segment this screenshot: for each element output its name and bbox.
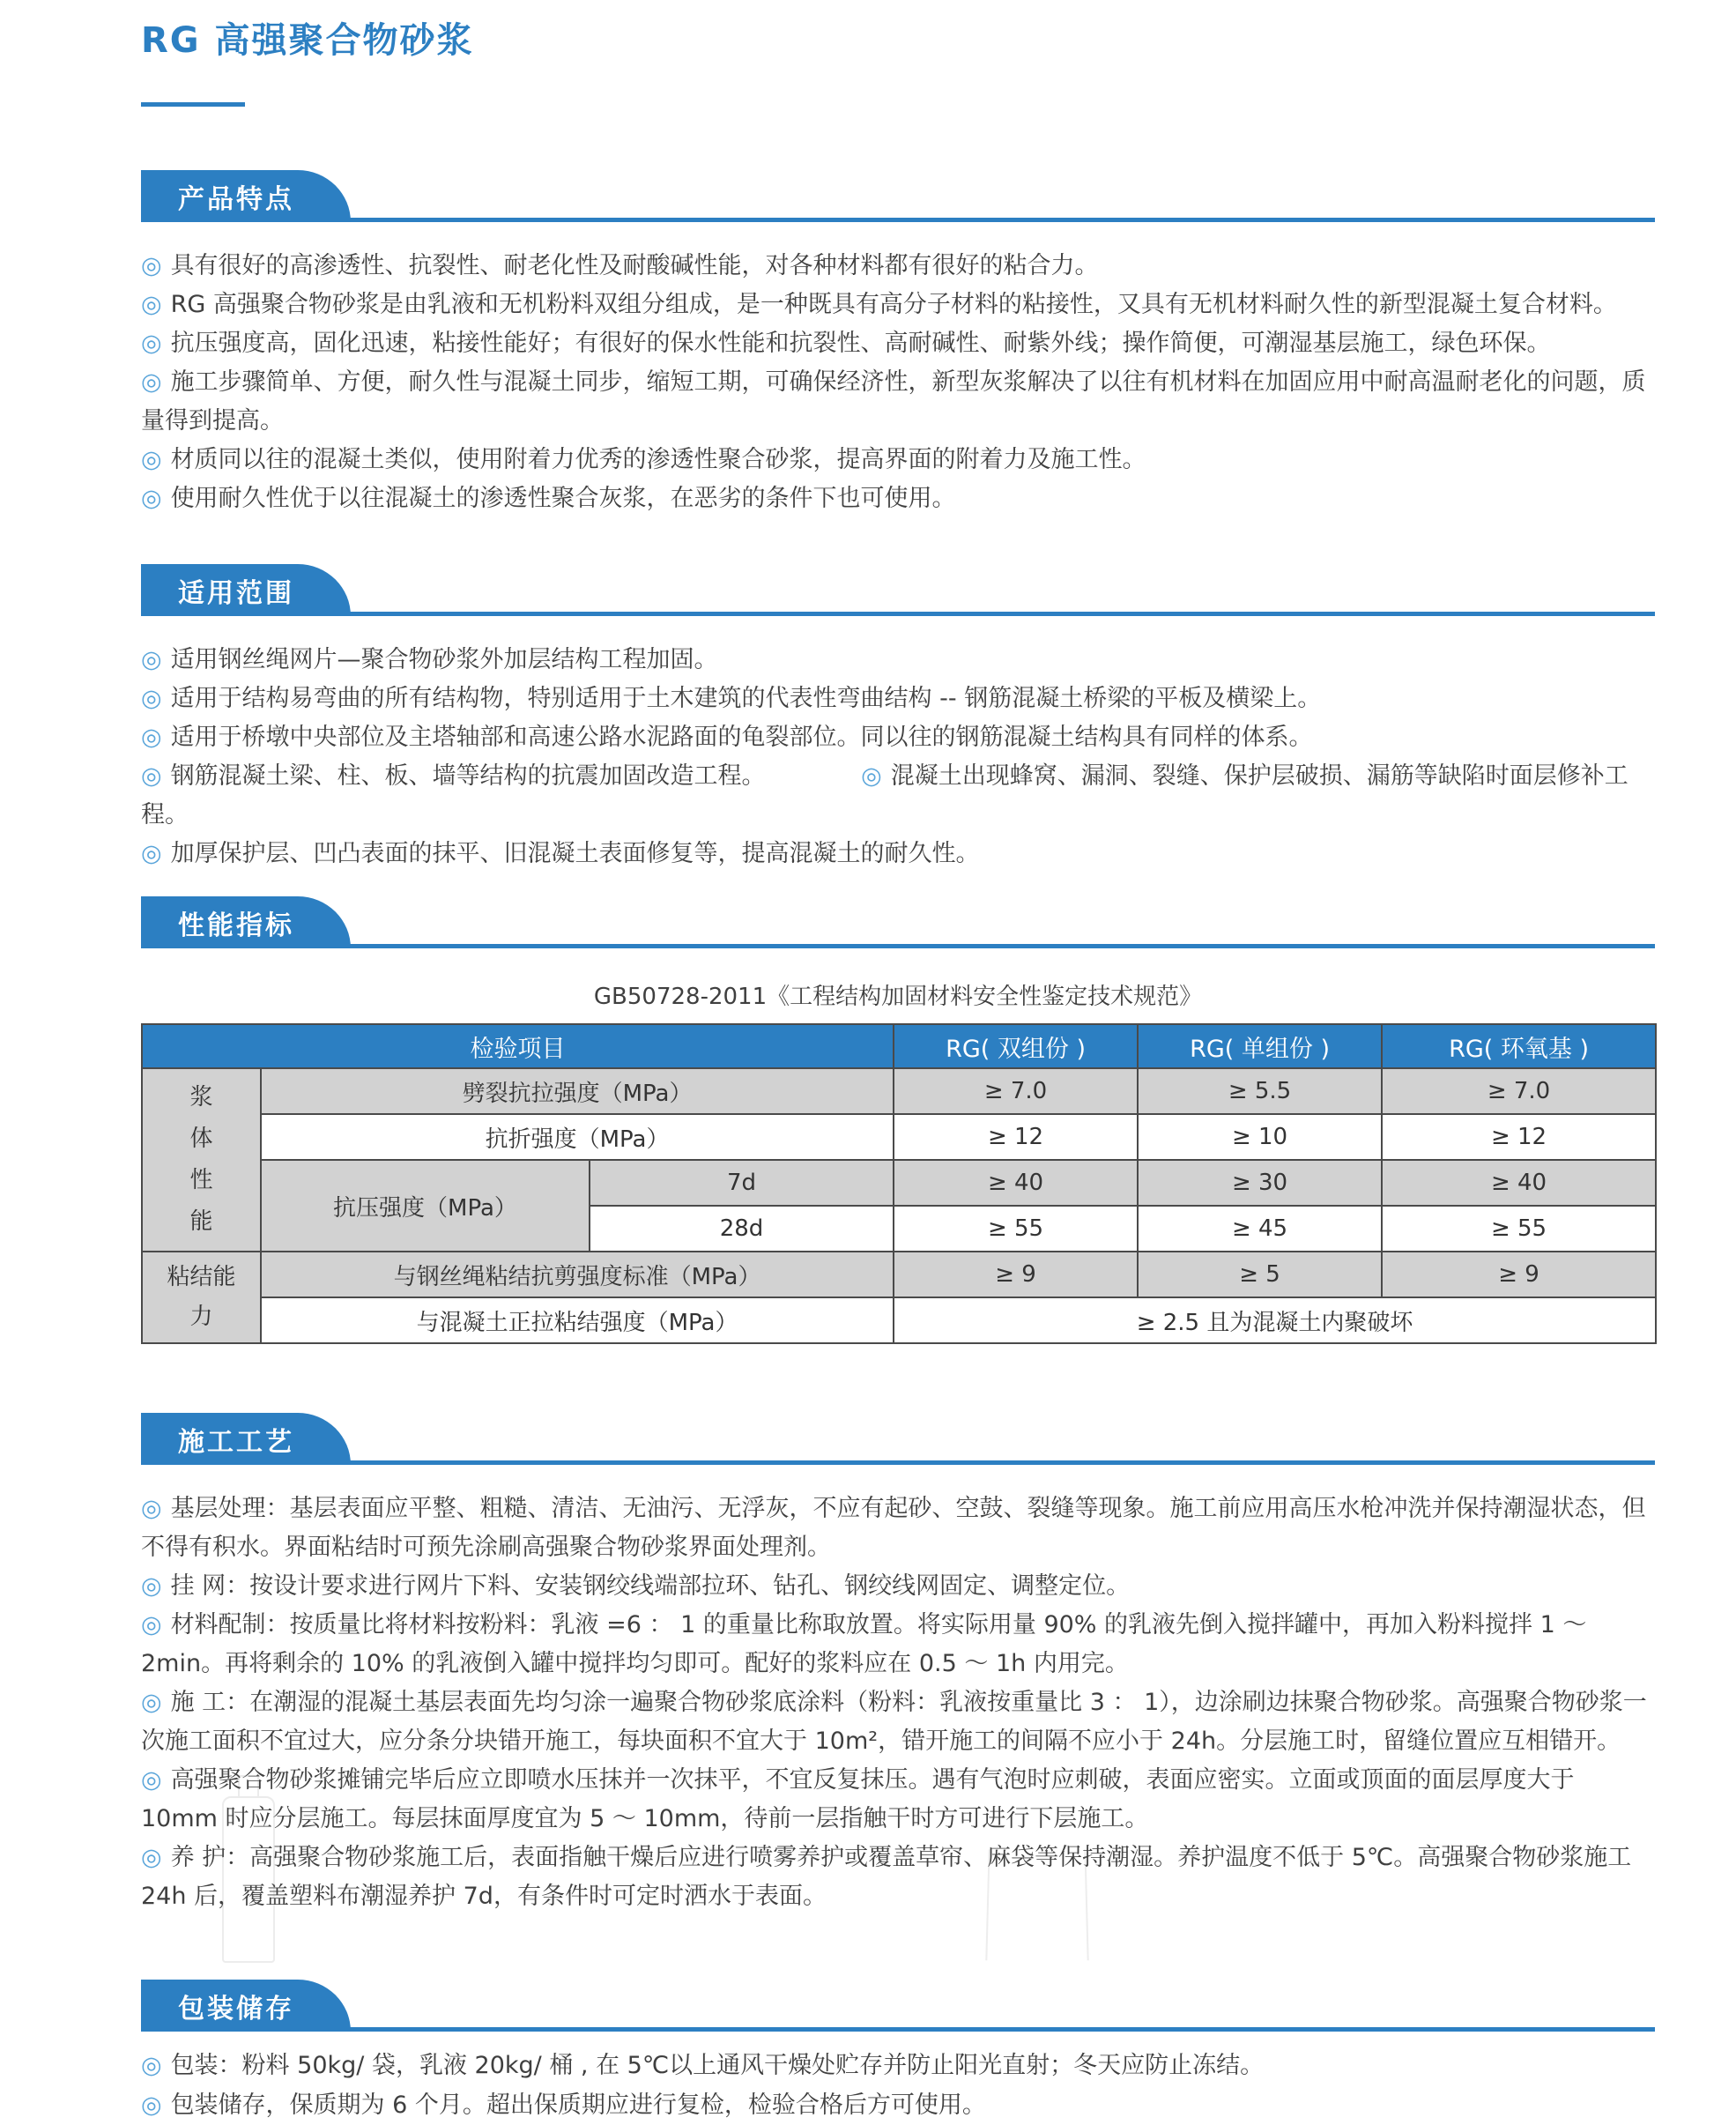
bullet-item: [141, 835, 1655, 873]
bullet-text: 挂 网：按设计要求进行网片下料、安装钢绞线端部拉环、钻孔、钢绞线网固定、调整定位。: [170, 1572, 1131, 1600]
value-cell: ≥ 7.0: [1382, 1068, 1656, 1114]
value-cell: ≥ 12: [894, 1114, 1138, 1160]
bullet-text: 适用于桥墩中央部位及主塔轴部和高速公路水泥路面的龟裂部位。同以往的钢筋混凝土结构具有同样的体系。: [170, 724, 1313, 751]
bullet-item: [141, 1839, 1655, 1916]
section-title-features: 产品特点: [178, 183, 294, 215]
table-row: [142, 1252, 1656, 1297]
bullet-item: [141, 286, 1655, 324]
bullet-text: 养 护：高强聚合物砂浆施工后，表面指触干燥后应进行喷雾养护或覆盖草帘、麻袋等保持潮湿。养护温度不低于 5℃。高强聚合物砂浆施工 24h 后，覆盖塑料布潮湿养护 7d，有条件时可定时洒水于表面。: [141, 1844, 1632, 1910]
value-cell: ≥ 30: [1138, 1160, 1382, 1206]
section-scope: [141, 564, 1655, 873]
section-rule-scope: [141, 564, 1655, 616]
bullet-item: [141, 2085, 1655, 2125]
bullet-item: [141, 680, 1655, 718]
bullet-text: 适用钢丝绳网片—聚合物砂浆外加层结构工程加固。: [170, 646, 718, 673]
value-cell: ≥ 10: [1138, 1114, 1382, 1160]
bullet-icon: ◎: [141, 685, 162, 712]
section-rule-storage: [141, 1980, 1655, 2032]
features-bullet-list: [141, 247, 1655, 518]
section-badge-scope: [141, 564, 351, 616]
bullet-item: [141, 324, 1655, 363]
process-bullet-list: [141, 1490, 1655, 1916]
bullet-icon: ◎: [141, 762, 162, 790]
section-badge-storage: [141, 1980, 351, 2032]
table-row: [142, 1068, 1656, 1114]
section-badge-performance: [141, 896, 351, 948]
table-row: [142, 1114, 1656, 1160]
row-label: 与混凝土正拉粘结强度（MPa）: [261, 1297, 894, 1343]
bullet-item: [141, 479, 1655, 518]
age-cell: 28d: [590, 1206, 894, 1252]
bullet-text: 基层处理：基层表面应平整、粗糙、清洁、无油污、无浮灰，不应有起砂、空鼓、裂缝等现象。施工前应用高压水枪冲洗并保持潮湿状态，但不得有积水。界面粘结时可预先涂刷高强聚合物砂浆界面处理剂。: [141, 1495, 1646, 1561]
bullet-pair-left: [141, 762, 766, 790]
section-badge-process: [141, 1413, 351, 1465]
bullet-icon: ◎: [141, 1844, 162, 1871]
bullet-item: [141, 1761, 1655, 1839]
page-title: RG 高强聚合物砂浆: [141, 20, 474, 61]
bullet-text: 适用于结构易弯曲的所有结构物，特别适用于土木建筑的代表性弯曲结构 -- 钢筋混凝土桥梁的平板及横梁上。: [170, 685, 1322, 712]
bullet-text: 抗压强度高，固化迅速，粘接性能好；有很好的保水性能和抗裂性、高耐碱性、耐紫外线；操作简便，可潮湿基层施工，绿色环保。: [170, 330, 1551, 357]
table-row: [142, 1160, 1656, 1206]
value-cell: ≥ 12: [1382, 1114, 1656, 1160]
section-storage: [141, 1980, 1655, 2125]
row-label: 抗折强度（MPa）: [261, 1114, 894, 1160]
bullet-icon: ◎: [141, 1611, 162, 1638]
row-label: 与钢丝绳粘结抗剪强度标准（MPa）: [261, 1252, 894, 1297]
section-title-performance: 性能指标: [178, 910, 294, 941]
value-cell: ≥ 55: [894, 1206, 1138, 1252]
bullet-icon: ◎: [141, 1766, 162, 1794]
col-header-rg-one-part: RG( 单组份 ): [1138, 1024, 1382, 1068]
bullet-text: 包装储存，保质期为 6 个月。超出保质期应进行复检，检验合格后方可使用。: [170, 2092, 986, 2119]
row-label: 劈裂抗拉强度（MPa）: [261, 1068, 894, 1114]
bullet-icon: ◎: [861, 762, 882, 790]
bullet-icon: ◎: [141, 485, 162, 512]
bullet-icon: ◎: [141, 1495, 162, 1522]
bullet-icon: ◎: [141, 840, 162, 867]
bullet-text: 材料配制：按质量比将材料按粉料：乳液 =6 ： 1 的重量比称取放置。将实际用量 90% 的乳液先倒入搅拌罐中，再加入粉料搅拌 1 ～ 2min。再将剩余的 10% 的乳液倒入罐中搅拌均匀即可。配好的浆料应在 0.5 ～ 1h 内用完。: [141, 1611, 1587, 1677]
bullet-text: 使用耐久性优于以往混凝土的渗透性聚合灰浆，在恶劣的条件下也可使用。: [170, 485, 956, 512]
table-header-row: [142, 1024, 1656, 1068]
table-caption: GB50728-2011《工程结构加固材料安全性鉴定技术规范》: [593, 984, 1203, 1010]
bullet-icon: ◎: [141, 252, 162, 279]
bullet-text: 高强聚合物砂浆摊铺完毕后应立即喷水压抹并一次抹平，不宜反复抹压。遇有气泡时应刺破，表面应密实。立面或顶面的面层厚度大于 10mm 时应分层施工。每层抹面厚度宜为 5 ～ 10mm，待前一层指触干时方可进行下层施工。: [141, 1766, 1575, 1832]
table-row: [142, 1297, 1656, 1343]
bullet-text: 加厚保护层、凹凸表面的抹平、旧混凝土表面修复等，提高混凝土的耐久性。: [170, 840, 980, 867]
row-label-compressive: 抗压强度（MPa）: [261, 1160, 590, 1252]
value-cell: ≥ 7.0: [894, 1068, 1138, 1114]
value-cell: ≥ 9: [894, 1252, 1138, 1297]
section-rule-performance: [141, 896, 1655, 948]
title-underline: [141, 102, 245, 107]
col-header-test-item: 检验项目: [142, 1024, 894, 1068]
bullet-text: 具有很好的高渗透性、抗裂性、耐老化性及耐酸碱性能，对各种材料都有很好的粘合力。: [170, 252, 1099, 279]
bullet-icon: ◎: [141, 1689, 162, 1716]
bullet-item: [141, 1606, 1655, 1683]
bullet-icon: ◎: [141, 1572, 162, 1600]
value-cell: ≥ 5: [1138, 1252, 1382, 1297]
bullet-item: [141, 641, 1655, 680]
col-header-rg-two-part: RG( 双组份 ): [894, 1024, 1138, 1068]
value-cell: ≥ 55: [1382, 1206, 1656, 1252]
bullet-icon: ◎: [141, 646, 162, 673]
section-title-scope: 适用范围: [178, 577, 294, 609]
section-rule-features: [141, 170, 1655, 222]
value-cell: ≥ 40: [894, 1160, 1138, 1206]
value-cell: ≥ 5.5: [1138, 1068, 1382, 1114]
bullet-icon: ◎: [141, 2092, 162, 2119]
section-title-storage: 包装储存: [178, 1993, 294, 2025]
scope-bullet-list: [141, 641, 1655, 873]
section-title-process: 施工工艺: [178, 1426, 294, 1458]
bullet-icon: ◎: [141, 330, 162, 357]
bullet-item: [141, 441, 1655, 479]
section-badge-features: [141, 170, 351, 222]
storage-bullet-list: [141, 2046, 1655, 2125]
bullet-item: [141, 1490, 1655, 1567]
col-header-rg-epoxy: RG( 环氧基 ): [1382, 1024, 1656, 1068]
value-cell: ≥ 40: [1382, 1160, 1656, 1206]
bullet-text: 包装：粉料 50kg/ 袋，乳液 20kg/ 桶 , 在 5℃以上通风干燥处贮存并防止阳光直射；冬天应防止冻结。: [170, 2052, 1265, 2079]
performance-table: [141, 1023, 1657, 1344]
bullet-item-dual: [141, 757, 1655, 835]
bullet-item: [141, 363, 1655, 441]
bullet-icon: ◎: [141, 724, 162, 751]
section-performance: [141, 896, 1655, 1344]
bullet-icon: ◎: [141, 446, 162, 473]
section-rule-process: [141, 1413, 1655, 1465]
bullet-item: [141, 718, 1655, 757]
bullet-text: 施工步骤简单、方便，耐久性与混凝土同步，缩短工期，可确保经济性，新型灰浆解决了以往有机材料在加固应用中耐高温耐老化的问题，质量得到提高。: [141, 368, 1646, 435]
value-cell: ≥ 9: [1382, 1252, 1656, 1297]
merged-value-cell: ≥ 2.5 且为混凝土内聚破坏: [894, 1297, 1656, 1343]
section-features: [141, 170, 1655, 518]
bullet-text: 材质同以往的混凝土类似，使用附着力优秀的渗透性聚合砂浆，提高界面的附着力及施工性。: [170, 446, 1146, 473]
bullet-item: [141, 1683, 1655, 1761]
bullet-text: RG 高强聚合物砂浆是由乳液和无机粉料双组分组成，是一种既具有高分子材料的粘接性，又具有无机材料耐久性的新型混凝土复合材料。: [170, 291, 1617, 318]
bullet-icon: ◎: [141, 368, 162, 396]
bullet-icon: ◎: [141, 291, 162, 318]
row-group-bond: 粘结能力: [142, 1252, 261, 1343]
age-cell: 7d: [590, 1160, 894, 1206]
bullet-text: 钢筋混凝土梁、柱、板、墙等结构的抗震加固改造工程。: [170, 762, 766, 790]
bullet-text: 混凝土出现蜂窝、漏洞、裂缝、保护层破损、漏筋等缺陷时面层修补工程。: [141, 762, 1628, 828]
bullet-item: [141, 2046, 1655, 2085]
bullet-item: [141, 247, 1655, 286]
section-process: [141, 1413, 1655, 1916]
value-cell: ≥ 45: [1138, 1206, 1382, 1252]
bullet-item: [141, 1567, 1655, 1606]
bullet-text: 施 工：在潮湿的混凝土基层表面先均匀涂一遍聚合物砂浆底涂料（粉料：乳液按重量比 3 ： 1），边涂刷边抹聚合物砂浆。高强聚合物砂浆一次施工面积不宜过大，应分条分块错开施工，每块面积不宜大于 10m²，错开施工的间隔不应小于 24h。分层施工时，留缝位置应互相错开。: [141, 1689, 1647, 1755]
bullet-icon: ◎: [141, 2052, 162, 2079]
row-group-slurry: 浆体性能: [142, 1068, 261, 1252]
